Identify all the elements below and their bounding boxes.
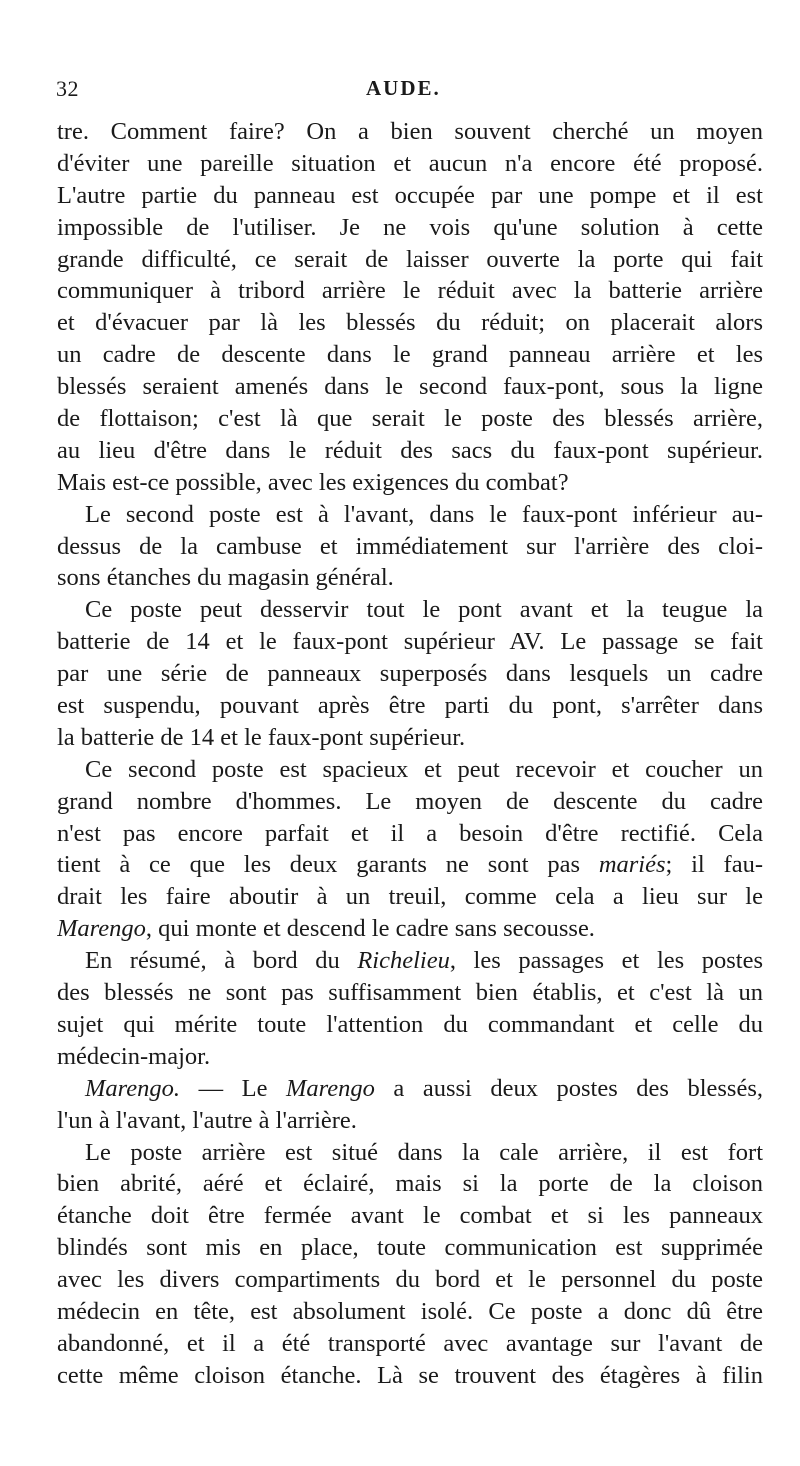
page-number: 32 (56, 76, 79, 101)
body-text (57, 116, 763, 1392)
text-line: communiquer à tribord arrière le réduit avec la batterie arrière (57, 277, 763, 305)
text-line: cette même cloison étanche. Là se trouvent des étagères à filin (57, 1361, 763, 1389)
text-line: avec les divers compartiments du bord et le personnel du poste (57, 1266, 763, 1294)
text-line: tient à ce que les deux garants ne sont pas mariés; il fau- (57, 851, 763, 879)
text-line: drait les faire aboutir à un treuil, comme cela a lieu sur le (57, 883, 763, 911)
text-line: sujet qui mérite toute l'attention du commandant et celle du (57, 1010, 763, 1038)
text-line: impossible de l'utiliser. Je ne vois qu'une solution à cette (57, 213, 763, 241)
text-line: grand nombre d'hommes. Le moyen de descente du cadre (57, 787, 763, 815)
text-line: sons étanches du magasin général. (57, 564, 394, 592)
text-line: médecin-major. (57, 1042, 211, 1070)
text-line: batterie de 14 et le faux-pont supérieur AV. Le passage se fait (57, 628, 763, 656)
italic-ship-name: Marengo (285, 1074, 375, 1102)
paragraph-start-line: Le second poste est à l'avant, dans le faux-pont inférieur au- (85, 500, 763, 528)
text-line: médecin en tête, est absolument isolé. Ce poste a donc dû être (57, 1297, 763, 1325)
section-heading-line: Marengo. — Le Marengo a aussi deux postes des blessés, (85, 1074, 763, 1102)
italic-ship-name: Marengo (57, 915, 146, 943)
paragraph-start-line: En résumé, à bord du Richelieu, les passages et les postes (85, 947, 763, 975)
text-line: la batterie de 14 et le faux-pont supérieur. (57, 723, 466, 751)
text-line: blessés seraient amenés dans le second faux-pont, sous la ligne (57, 373, 763, 401)
text-line: et d'évacuer par là les blessés du réduit; on placerait alors (57, 309, 763, 337)
text-line: dessus de la cambuse et immédiatement sur l'arrière des cloi- (57, 532, 763, 560)
text-line: un cadre de descente dans le grand panneau arrière et les (57, 341, 763, 369)
text-line: étanche doit être fermée avant le combat et si les panneaux (57, 1202, 763, 1230)
running-title: AUDE. (366, 76, 441, 100)
text-line: n'est pas encore parfait et il a besoin d'être rectifié. Cela (57, 819, 763, 847)
text-line: abandonné, et il a été transporté avec avantage sur l'avant de (57, 1329, 763, 1357)
italic-term: mariés (598, 851, 666, 879)
italic-ship-name: Richelieu (357, 947, 450, 975)
paragraph-start-line: Ce second poste est spacieux et peut recevoir et coucher un (85, 755, 763, 783)
running-head (56, 76, 756, 106)
text-line: d'éviter une pareille situation et aucun n'a encore été proposé. (57, 149, 763, 177)
text-line: l'un à l'avant, l'autre à l'arrière. (57, 1106, 357, 1134)
text-line: au lieu d'être dans le réduit des sacs du faux-pont supérieur. (57, 436, 763, 464)
text-line: de flottaison; c'est là que serait le poste des blessés arrière, (57, 405, 763, 433)
text-line: par une série de panneaux superposés dans lesquels un cadre (57, 660, 763, 688)
text-line: des blessés ne sont pas suffisamment bien établis, et c'est là un (57, 979, 763, 1007)
text-line: Marengo, qui monte et descend le cadre sans secousse. (57, 915, 595, 943)
italic-section-title: Marengo. (85, 1074, 181, 1102)
paragraph-start-line: Ce poste peut desservir tout le pont avant et la teugue la (85, 596, 763, 624)
text-line: bien abrité, aéré et éclairé, mais si la porte de la cloison (57, 1170, 763, 1198)
text-line: L'autre partie du panneau est occupée par une pompe et il est (57, 181, 763, 209)
text-line: Mais est-ce possible, avec les exigences du combat? (57, 468, 569, 496)
paragraph-start-line: Le poste arrière est situé dans la cale arrière, il est fort (85, 1138, 763, 1166)
text-line: grande difficulté, ce serait de laisser ouverte la porte qui fait (57, 245, 763, 273)
text-line: tre. Comment faire? On a bien souvent cherché un moyen (57, 118, 763, 145)
text-line: blindés sont mis en place, toute communication est supprimée (57, 1234, 763, 1262)
text-line: est suspendu, pouvant après être parti du pont, s'arrêter dans (57, 692, 763, 720)
